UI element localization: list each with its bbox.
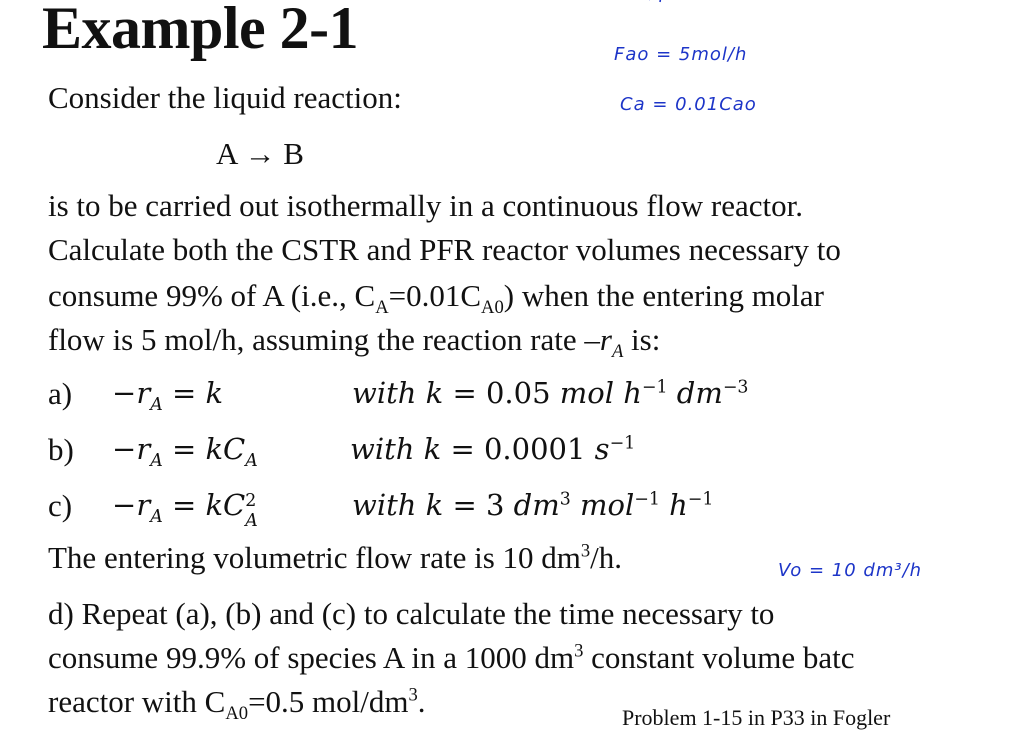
volumetric-flow-text: The entering volumetric flow rate is 10 $dm^3/h$. (48, 540, 623, 575)
intro-text: Consider the liquid reaction: (48, 80, 402, 115)
case-b-k: with k = 0.0001 $s^{-1}$ (350, 432, 636, 466)
handwritten-scribble (640, 0, 700, 6)
case-a-rate: $-r_A = k$ (112, 376, 224, 415)
body-line-4: flow is 5 mol/h, assuming the reaction rate $-r_A$ is: (48, 322, 661, 363)
case-b-rate: $-r_A = kC_A$ (112, 432, 258, 471)
handwritten-vo-note: Vo = 10 dm³/h (778, 560, 923, 581)
part-d-line-2: consume 99.9% of species A in a 1000 $dm^3$ constant volume batc (48, 640, 855, 675)
body-line-3: consume 99% of A (i.e., $C_A=0.01C_{A0}$) when the entering molar (48, 278, 824, 319)
product: B (283, 136, 304, 171)
case-b-label: b) (48, 432, 74, 467)
case-c-label: c) (48, 488, 73, 523)
reaction-equation (216, 136, 304, 172)
arrow-icon: → (244, 136, 276, 171)
part-d-line-3: reactor with $C_{A0}=0.5$ mol/$dm^3$. (48, 684, 426, 725)
body-line-2: Calculate both the CSTR and PFR reactor volumes necessary to (48, 232, 841, 267)
case-c-rate: $-r_A$ = kC 2 A (112, 488, 258, 531)
part-d-line-1: d) Repeat (a), (b) and (c) to calculate the time necessary to (48, 596, 775, 631)
page-title: Example 2-1 (42, 0, 359, 61)
case-a-k: with k = 0.05 mol $h^{-1}$ $dm^{-3}$ (352, 376, 749, 410)
source-footnote: Problem 1-15 in P33 in Fogler (622, 705, 891, 730)
case-a-label: a) (48, 376, 73, 411)
reactant: A (216, 136, 237, 171)
handwritten-ca-note: Ca = 0.01Cao (620, 94, 757, 115)
handwritten-fao-note: Fao = 5mol/h (614, 44, 748, 65)
body-line-1: is to be carried out isothermally in a continuous flow reactor. (48, 188, 803, 223)
case-c-k: with k = 3 $dm^3$ mol$^{-1}$ $h^{-1}$ (352, 488, 714, 522)
